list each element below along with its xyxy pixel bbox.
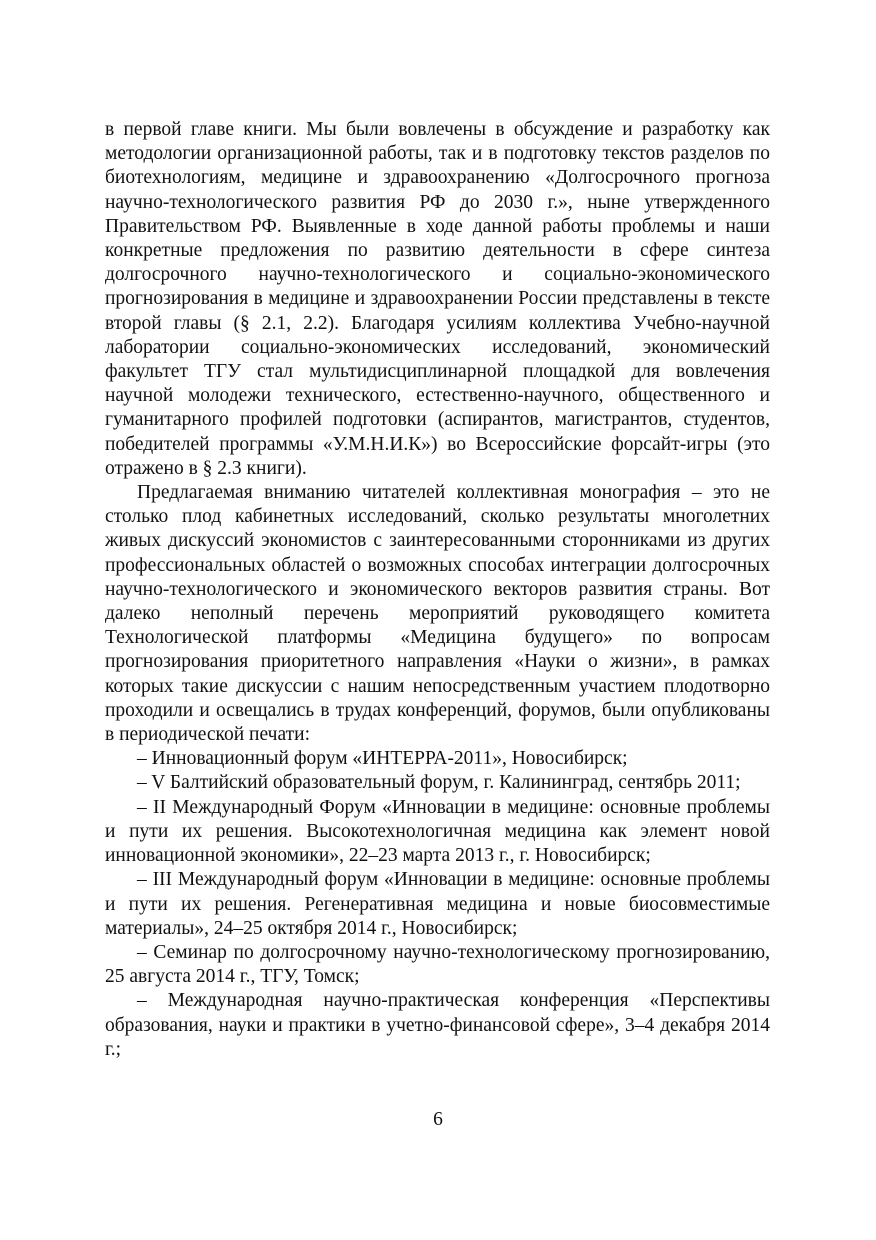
list-item-event: – Инновационный форум «ИНТЕРРА-2011», Новосибирск; bbox=[137, 748, 628, 770]
list-item-event: – III Международный форум «Инновации в медицине: основные проблемы и пути их решения. Регенеративная медицина и новые биосовместимые материалы», 24–25 октября 2014 г., Новосибирск; bbox=[105, 869, 770, 939]
paragraph-monograph-intro: Предлагаемая вниманию читателей коллективная монография – это не столько плод кабинетных исследований, сколько результаты многолетних живых дискуссий экономистов с заинтересованными сторонниками из других профессиональных областей о возможных способах интеграции долгосрочных научно-технологического и экономического векторов развития страны. Вот далеко неполный перечень мероприятий руководящего комитета Технологической платформы «Медицина будущего» по вопросам прогнозирования приоритетного направления «Науки о жизни», в рамках которых такие дискуссии с нашим непосредственным участием плодотворно проходили и освещались в трудах конференций, форумов, были опубликованы в периодической печати: bbox=[105, 482, 770, 746]
paragraph-continuation: в первой главе книги. Мы были вовлечены в обсуждение и разработку как методологии организационной работы, так и в подготовку текстов разделов по биотехнологиям, медицине и здравоохранению «Долгосрочного прогноза научно-технологического развития РФ до 2030 г.», ныне утвержденного Правительством РФ. Выявленные в ходе данной работы проблемы и наши конкретные предложения по развитию деятельности в сфере синтеза долгосрочного научно-технологического и социально-экономического прогнозирования в медицине и здравоохранении России представлены в тексте второй главы (§ 2.1, 2.2). Благодаря усилиям коллектива Учебно-научной лаборатории социально-экономических исследований, экономический факультет ТГУ стал мультидисциплинарной площадкой для вовлечения научной молодежи технического, естественно-научного, общественного и гуманитарного профилей подготовки (аспирантов, магистрантов, студентов, победителей программы «У.М.Н.И.К») во Всероссийские форсайт-игры (это отражено в § 2.3 книги). bbox=[105, 119, 770, 479]
page-number: 6 bbox=[433, 1109, 443, 1130]
list-item-event: – II Международный Форум «Инновации в медицине: основные проблемы и пути их решения. Высокотехнологичная медицина как элемент новой инновационной экономики», 22–23 марта 2013 г., г. Новосибирск; bbox=[105, 796, 770, 867]
list-item-event: – Международная научно-практическая конференция «Перспективы образования, науки и практики в учетно-финансовой сфере», 3–4 декабря 2014 г.; bbox=[105, 990, 770, 1060]
list-item-event: – Семинар по долгосрочному научно-технологическому прогнозированию, 25 августа 2014 г., ТГУ, Томск; bbox=[105, 941, 770, 988]
body-text bbox=[105, 118, 770, 1062]
list-item-event: – V Балтийский образовательный форум, г. Калининград, сентябрь 2011; bbox=[137, 772, 741, 794]
